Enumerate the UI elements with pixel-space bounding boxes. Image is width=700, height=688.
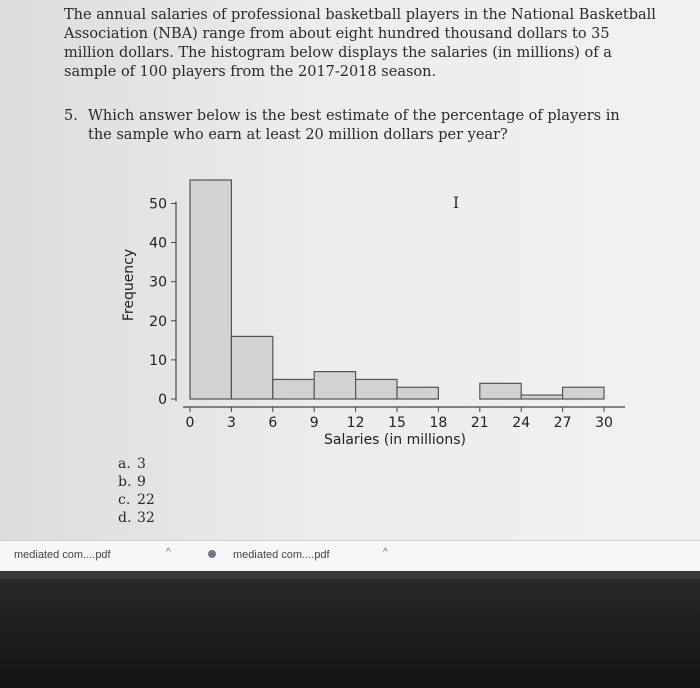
histogram-bar-27-30	[563, 387, 604, 399]
x-tick-label: 30	[595, 415, 613, 431]
histogram-bar-21-24	[480, 383, 521, 399]
y-tick-label: 10	[149, 352, 167, 369]
histogram-bar-0-3	[190, 180, 231, 399]
x-tick-label: 0	[185, 415, 195, 431]
dark-band	[0, 571, 700, 579]
histogram-bar-3-6	[231, 336, 272, 399]
chevron-up-icon[interactable]: ^	[166, 547, 171, 558]
y-axis-ticks	[149, 196, 176, 408]
histogram-bar-9-12	[314, 372, 355, 399]
y-tick-label: 20	[149, 313, 167, 330]
y-tick-label: 30	[149, 274, 167, 291]
histogram-bars	[190, 180, 604, 399]
question-number: 5.	[64, 108, 78, 124]
answer-choices	[118, 455, 155, 527]
question-text: Which answer below is the best estimate of the percentage of players in the sample who earn at least 20 million dollars per year?	[88, 108, 620, 143]
y-tick-label: 0	[158, 392, 167, 408]
x-axis-label: Salaries (in millions)	[323, 432, 467, 448]
choice-letter: c.	[118, 492, 131, 508]
choice-value: 9	[137, 474, 146, 490]
histogram-bar-12-15	[356, 379, 397, 399]
x-tick-label: 24	[512, 415, 531, 431]
histogram-bar-15-18	[397, 387, 438, 399]
y-tick-label: 50	[149, 196, 167, 213]
choice-letter: d.	[118, 510, 132, 526]
histogram-bar-24-27	[521, 395, 562, 399]
choice-c[interactable]	[118, 491, 155, 509]
y-tick-label: 40	[149, 235, 167, 252]
x-tick-label: 27	[553, 415, 572, 431]
dark-background	[0, 571, 700, 688]
x-tick-label: 18	[429, 415, 448, 431]
choice-value: 22	[137, 492, 155, 508]
choice-letter: b.	[118, 474, 132, 490]
text-cursor-icon: I	[452, 193, 460, 212]
download-item-2[interactable]: mediated com....pdf	[233, 549, 330, 561]
y-axis-label: Frequency	[121, 248, 137, 322]
x-tick-label: 6	[268, 415, 278, 431]
choice-d[interactable]	[118, 509, 155, 527]
pdf-file-icon	[208, 550, 216, 558]
histogram-bar-6-9	[273, 379, 314, 399]
intro-paragraph: The annual salaries of professional basketball players in the National Basketball Association (NBA) range from about eight hundred thousand dollars to 35 million dollars. The histogram below displays the salaries (in millions) of a sample of 100 players from the 2017-2018 season.	[64, 7, 656, 80]
choice-b[interactable]	[118, 473, 155, 491]
x-tick-label: 3	[226, 415, 236, 431]
download-bar	[0, 540, 700, 571]
x-tick-label: 12	[346, 415, 365, 431]
choice-letter: a.	[118, 456, 131, 472]
choice-value: 32	[137, 510, 155, 526]
chevron-up-icon[interactable]: ^	[383, 547, 388, 558]
choice-a[interactable]	[118, 455, 155, 473]
x-axis-ticks	[186, 407, 613, 431]
x-tick-label: 9	[309, 415, 319, 431]
choice-value: 3	[137, 456, 146, 472]
x-tick-label: 21	[470, 415, 489, 431]
download-item-1[interactable]: mediated com....pdf	[14, 549, 111, 561]
x-tick-label: 15	[388, 415, 406, 431]
